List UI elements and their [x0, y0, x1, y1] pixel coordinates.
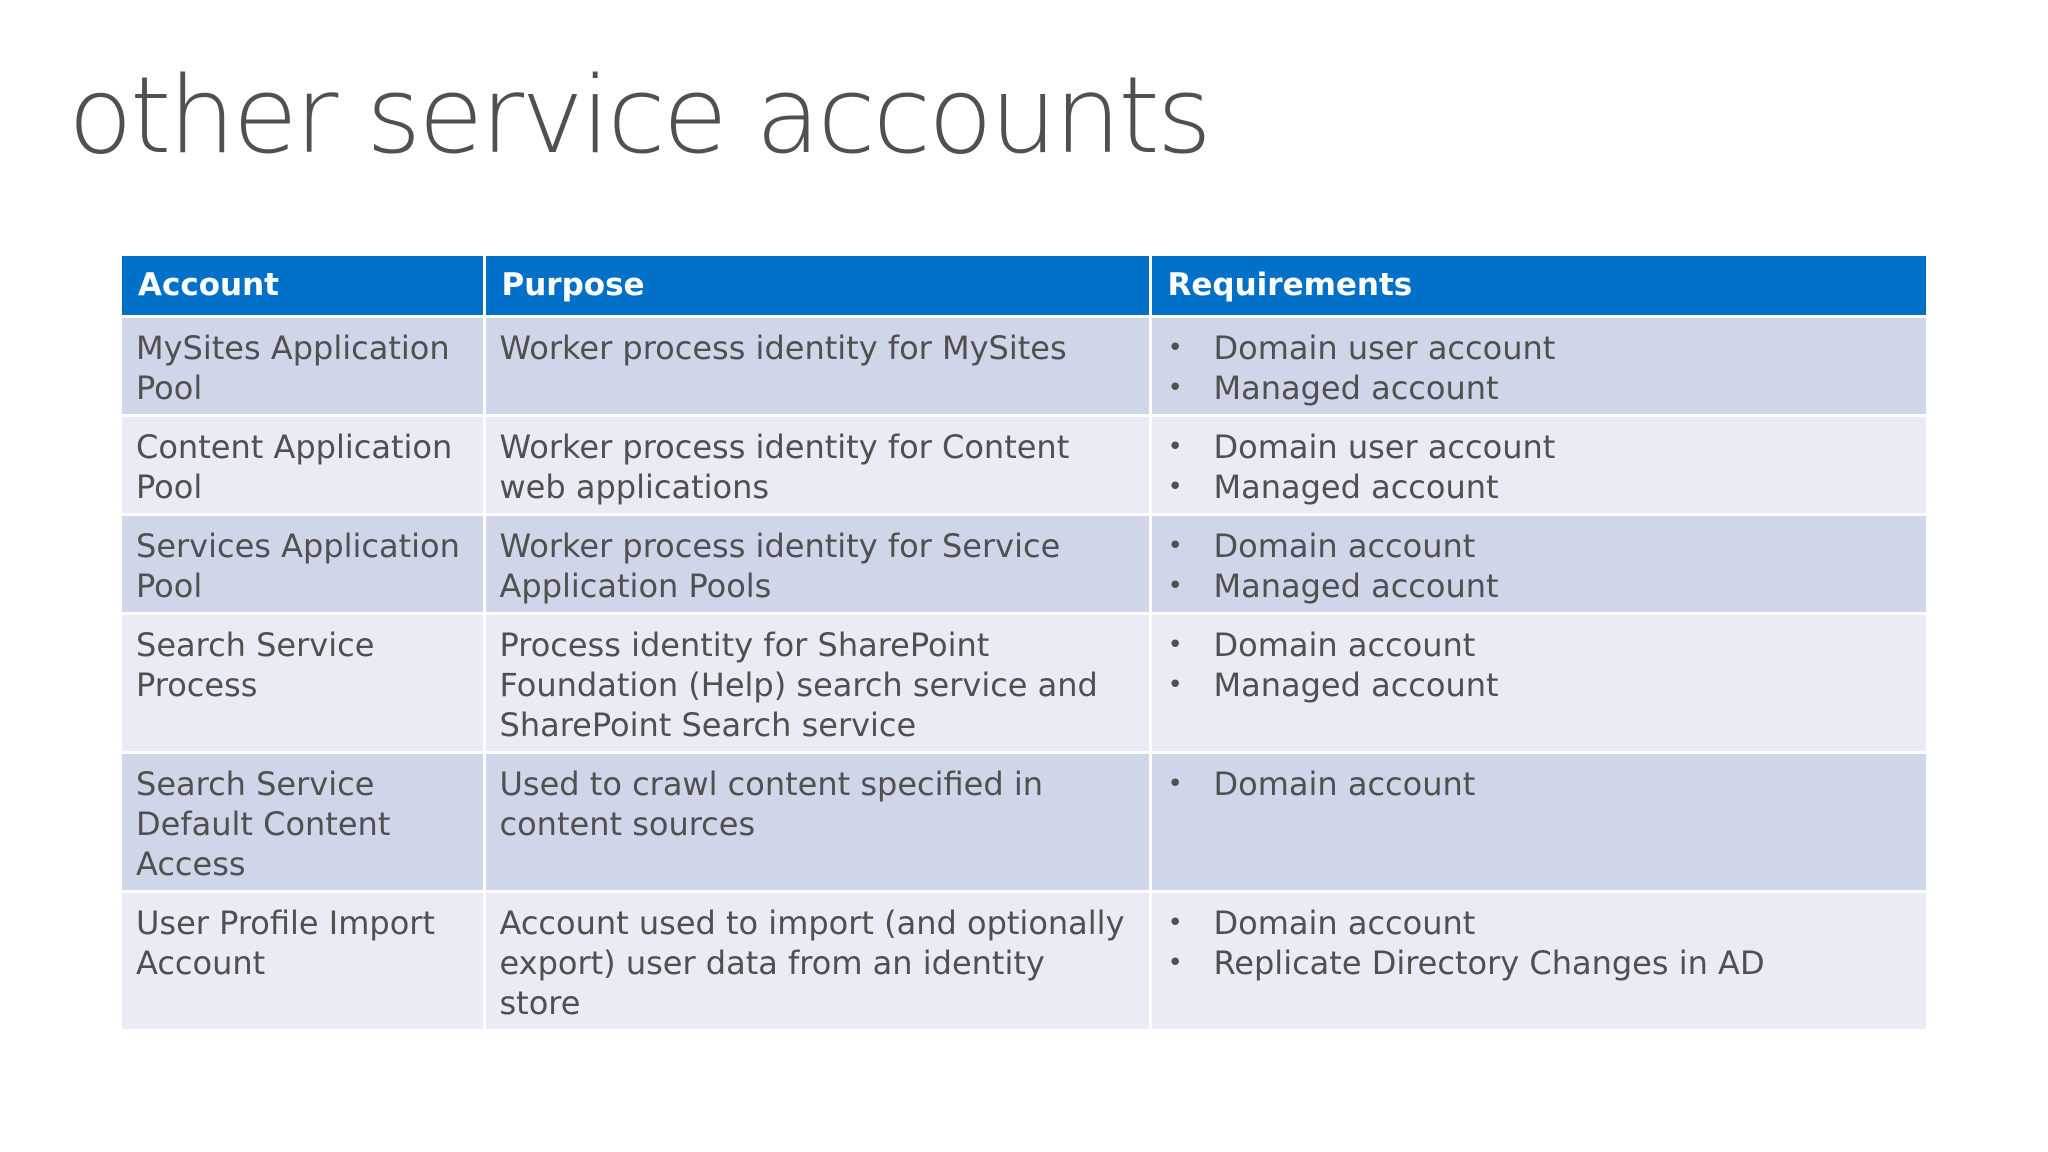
- header-account: Account: [122, 256, 484, 316]
- requirement-item: • Domain account: [1166, 764, 1913, 804]
- requirements-list: [1166, 328, 1913, 408]
- purpose-cell: Account used to import (and optionally export) user data from an identity store: [484, 891, 1150, 1029]
- requirement-item: • Managed account: [1166, 566, 1913, 606]
- requirement-item: • Managed account: [1166, 368, 1913, 408]
- requirements-list: [1166, 427, 1913, 507]
- requirement-item: • Managed account: [1166, 467, 1913, 507]
- requirements-cell: [1150, 514, 1926, 613]
- account-cell: Content Application Pool: [122, 415, 484, 514]
- requirement-item: • Domain account: [1166, 625, 1913, 665]
- slide-title: other service accounts: [68, 54, 1209, 177]
- table-header-row: [122, 256, 1926, 316]
- requirement-item: • Managed account: [1166, 665, 1913, 705]
- purpose-cell: Worker process identity for Service Application Pools: [484, 514, 1150, 613]
- table-row: [122, 752, 1926, 891]
- requirement-item: • Replicate Directory Changes in AD: [1166, 943, 1913, 983]
- requirements-cell: [1150, 891, 1926, 1029]
- requirements-list: [1166, 625, 1913, 705]
- requirement-item: • Domain user account: [1166, 427, 1913, 467]
- purpose-cell: Used to crawl content specified in content sources: [484, 752, 1150, 891]
- account-cell: MySites Application Pool: [122, 316, 484, 415]
- requirements-cell: [1150, 752, 1926, 891]
- service-accounts-table: [122, 256, 1926, 1029]
- account-cell: Services Application Pool: [122, 514, 484, 613]
- account-cell: Search Service Process: [122, 613, 484, 752]
- purpose-cell: Worker process identity for MySites: [484, 316, 1150, 415]
- requirements-cell: [1150, 415, 1926, 514]
- table-row: [122, 613, 1926, 752]
- account-cell: User Profile Import Account: [122, 891, 484, 1029]
- table-row: [122, 891, 1926, 1029]
- purpose-cell: Process identity for SharePoint Foundation (Help) search service and SharePoint Search service: [484, 613, 1150, 752]
- requirements-list: [1166, 526, 1913, 606]
- requirements-list: [1166, 764, 1913, 804]
- account-cell: Search Service Default Content Access: [122, 752, 484, 891]
- requirements-cell: [1150, 613, 1926, 752]
- table-row: [122, 415, 1926, 514]
- requirement-item: • Domain account: [1166, 903, 1913, 943]
- table-row: [122, 514, 1926, 613]
- requirements-cell: [1150, 316, 1926, 415]
- requirement-item: • Domain account: [1166, 526, 1913, 566]
- header-purpose: Purpose: [484, 256, 1150, 316]
- table-row: [122, 316, 1926, 415]
- purpose-cell: Worker process identity for Content web applications: [484, 415, 1150, 514]
- header-requirements: Requirements: [1150, 256, 1926, 316]
- requirement-item: • Domain user account: [1166, 328, 1913, 368]
- requirements-list: [1166, 903, 1913, 983]
